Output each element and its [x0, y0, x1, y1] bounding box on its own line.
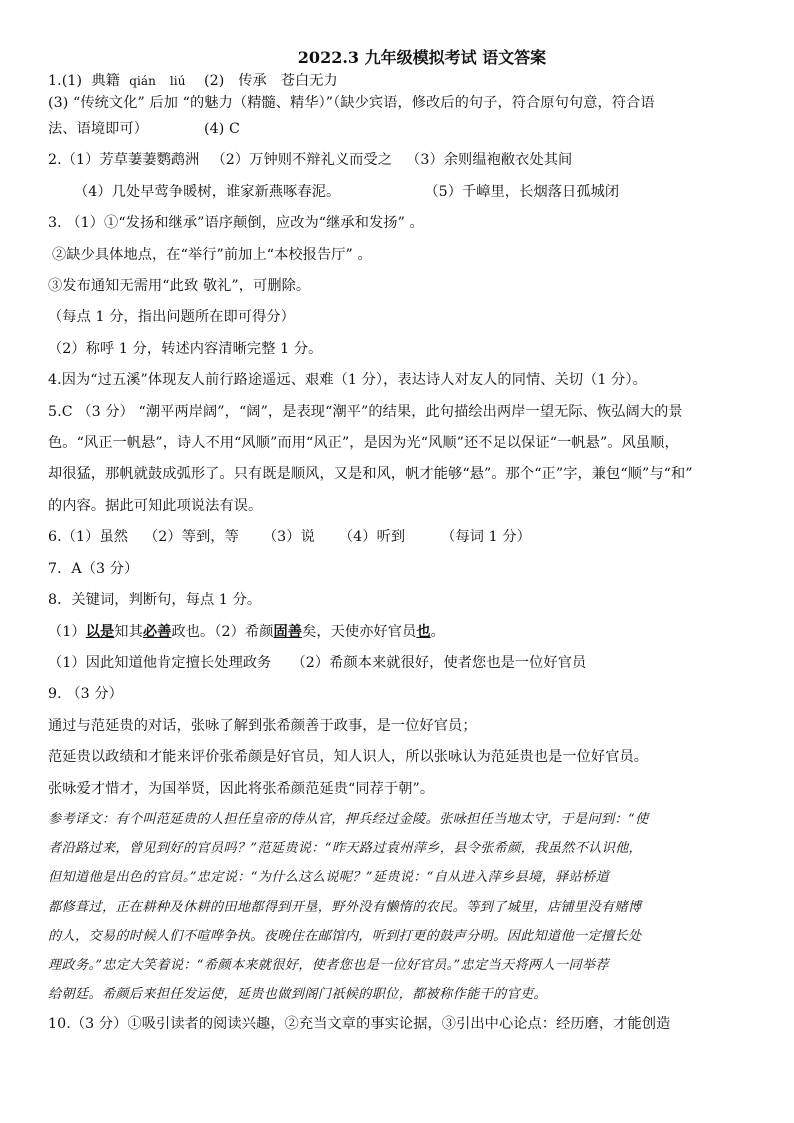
page-title: 2022.3 九年级模拟考试 语文答案 — [297, 48, 547, 67]
translation-line-6: 理政务。”忠定大笑着说：“希颜本来就很好，使者您也是一位好官员。”忠定当天将两人一同举荐 — [48, 957, 609, 973]
q2-line-2 — [48, 177, 756, 208]
q8-line-1: 8．关键词，判断句，每点 1 分。 — [48, 592, 262, 609]
answer-text: （2）等到，等 — [144, 529, 239, 546]
answer-text: （2）万钟则不辩礼义而受之 — [211, 152, 393, 169]
q8-line-2 — [48, 617, 756, 648]
answer-text: （4）几处早莺争暖树，谁家新燕啄春泥。 — [74, 183, 341, 200]
keyword: 固善 — [273, 623, 303, 640]
q7-line: 7．A（3 分） — [48, 560, 139, 577]
question-number: (2) — [204, 73, 225, 89]
answer-text: 6.（1）虽然 — [48, 529, 129, 546]
pinyin: liú — [169, 74, 186, 88]
answer-text: 法、语境即可） — [48, 121, 149, 137]
answer-text: 典籍 — [91, 73, 120, 89]
translation-line-1: 参考译文：有个叫范延贵的人担任皇帝的侍从官，押兵经过金陵。张咏担任当地太守，于是问到：“使 — [48, 811, 649, 827]
q9-line-1: 9. （3 分） — [48, 686, 123, 703]
answer-text: 。 — [430, 623, 445, 640]
q1-line-3 — [48, 114, 756, 145]
question-number: 1.(1) — [48, 73, 83, 89]
translation-line-4: 都修葺过，正在耕种及休耕的田地都得到开垦，野外没有懒惰的农民。等到了城里，店铺里没有赌博 — [48, 899, 642, 915]
answer-text: 传承 — [238, 73, 267, 89]
answer-text: 知其 — [114, 623, 143, 640]
answer-text: (4) C — [204, 121, 240, 137]
q5-line-2: 色。“风正一帆悬”，诗人不用“风顺”而用“风正”，是因为光“风顺”还不足以保证“一帆悬”。风虽顺， — [48, 435, 679, 452]
keyword: 也 — [416, 623, 431, 640]
q1-line-2: (3) “传统文化” 后加 “的魅力（精髓、精华）”（缺少宾语，修改后的句子，符合原句句意，符合语 — [48, 95, 655, 111]
translation-line-7: 给朝廷。希颜后来担任发运使，延贵也做到阁门祇候的职位，都被称作能干的官吏。 — [48, 987, 548, 1003]
answer-text: （3）说 — [262, 529, 315, 546]
q8-line-3 — [48, 648, 756, 679]
answer-text: （2）希颜本来就很好，使者您也是一位好官员 — [291, 654, 587, 671]
answer-text: （5）千嶂里，长烟落日孤城闭 — [424, 183, 620, 200]
q6-line — [48, 522, 756, 553]
q5-line-4: 的内容。据此可知此项说法有误。 — [48, 497, 263, 514]
answer-text: （每词 1 分） — [441, 529, 531, 546]
answer-text: 2.（1）芳草萋萋鹦鹉洲 — [48, 152, 200, 169]
answer-text: （4）听到 — [338, 529, 406, 546]
q2-line-1 — [48, 145, 756, 176]
q3-line-4: （每点 1 分，指出问题所在即可得分） — [48, 309, 295, 326]
q10-line: 10.（3 分）①吸引读者的阅读兴趣，②充当文章的事实论据，③引出中心论点：经历磨，才能创造 — [48, 1016, 671, 1033]
answer-text: 矣，天使亦好官员 — [302, 623, 417, 640]
answer-text: （1） — [48, 623, 86, 640]
answer-text: 苍白无力 — [280, 73, 338, 89]
q1-line-1 — [48, 70, 756, 92]
pinyin: qián — [129, 74, 156, 88]
q9-line-4: 张咏爱才惜才，为国举贤，因此将张希颜范延贵“同荐于朝”。 — [48, 780, 435, 797]
q9-line-2: 通过与范延贵的对话，张咏了解到张希颜善于政事，是一位好官员； — [48, 717, 477, 734]
q5-line-1: 5.C （3 分） “潮平两岸阔”，“阔”，是表现“潮平”的结果，此句描绘出两岸一望无际、恢弘阔大的景 — [48, 403, 683, 420]
q9-line-3: 范延贵以政绩和才能来评价张希颜是好官员，知人识人，所以张咏认为范延贵也是一位好官员。 — [48, 749, 649, 766]
keyword: 必善 — [142, 623, 172, 640]
translation-line-5: 的人，交易的时候人们不喧哗争执。夜晚住在邮馆内，听到打更的鼓声分明。因此知道他一定擅长处 — [48, 928, 642, 944]
q3-line-5: （2）称呼 1 分，转述内容清晰完整 1 分。 — [48, 340, 323, 357]
translation-line-2: 者沿路过来，曾见到好的官员吗？”范延贵说：“昨天路过袁州萍乡，县令张希颜，我虽然不认识他， — [48, 841, 643, 857]
q3-line-3: ③发布通知无需用“此致 敬礼”，可删除。 — [48, 278, 311, 295]
answer-text: （3）余则缊袍敝衣处其间 — [406, 152, 573, 169]
answer-text: （1）因此知道他肯定擅长处理政务 — [48, 654, 272, 671]
q3-line-1: 3. （1）①“发扬和继承”语序颠倒，应改为“继承和发扬” 。 — [48, 215, 424, 232]
answer-text: 政也。（2）希颜 — [171, 623, 274, 640]
translation-line-3: 但知道他是出色的官员。”忠定说：“为什么这么说呢？”延贵说：“自从进入萍乡县境，驿站桥道 — [48, 870, 610, 886]
keyword: 以是 — [85, 623, 115, 640]
q5-line-3: 却很猛，那帆就鼓成弧形了。只有既是顺风，又是和风，帆才能够“悬”。那个“正”字，兼包“顺”与“和” — [48, 466, 693, 483]
answer-sheet — [48, 46, 756, 1041]
q3-line-2: ②缺少具体地点，在“举行”前加上“本校报告厅” 。 — [52, 246, 372, 263]
q4-line: 4.因为“过五溪”体现友人前行路途遥远、艰难（1 分），表达诗人对友人的同情、关切（1 分）。 — [48, 372, 647, 389]
